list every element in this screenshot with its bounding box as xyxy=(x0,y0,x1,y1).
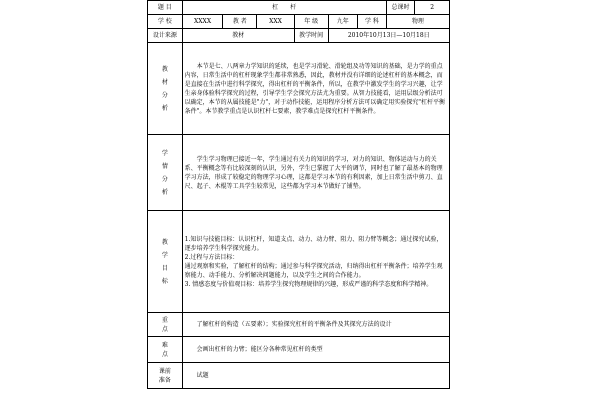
objectives-content xyxy=(182,211,449,313)
source-value: 教材 xyxy=(182,29,294,43)
subject-label: 学 科 xyxy=(358,15,387,29)
topic-label: 题 目 xyxy=(148,1,183,15)
school-label: 学 校 xyxy=(148,15,183,29)
lesson-plan-document xyxy=(147,0,450,400)
difficulty-content: 会画出杠杆的力臂；能区分各种常见杠杆的类型 xyxy=(182,337,449,363)
student-analysis-label: 学 情 分 析 xyxy=(148,135,183,211)
subject-value: 物理 xyxy=(386,15,449,29)
info-row xyxy=(148,15,450,29)
time-label: 教学时间 xyxy=(294,29,328,43)
time-value: 2010年10月13日—10月18日 xyxy=(328,29,449,43)
preparation-row xyxy=(148,363,450,389)
key-point-row xyxy=(148,313,450,337)
objectives-row xyxy=(148,211,450,313)
student-analysis-paragraph: 学生学习物理已接近一年，学生通过有关力的知识的学习，对力的知识、物体运动与力的关系、平衡概念等有比较深刻的认识，另外，学生已掌握了大平的调节，同时也了解了最基本的物理学习方法，形成了较稳定的物理学习心理，这都是学习本节的有利因素，加上日常生活中剪刀、直尺、起子、木棍等工具学生较常见，这些都为学习本节做好了铺垫。 xyxy=(184,155,443,190)
objective-line: 3. 情感态度与价值观目标：培养学生探究物理规律的兴趣，形成严谨的科学态度和科学精神。 xyxy=(184,280,433,288)
topic-value: 杠 杆 xyxy=(182,1,386,15)
preparation-label: 课前 准备 xyxy=(148,363,183,389)
objective-line: 1.知识与技能目标：认识杠杆，知道支点、动力、动力臂、阻力、阻力臂等概念；通过探究试验，逐步培养学生科学探究能力。 xyxy=(184,235,443,252)
preparation-content: 试题 xyxy=(182,363,449,389)
hours-label: 总课时 xyxy=(386,1,415,15)
objectives-label: 教 学 目 标 xyxy=(148,211,183,313)
grade-value: 九年 xyxy=(328,15,358,29)
difficulty-label: 难 点 xyxy=(148,337,183,363)
difficulty-row xyxy=(148,337,450,363)
key-point-content: 了解杠杆的构造（五要素）；实验探究杠杆的平衡条件及其探究方法的设计 xyxy=(182,313,449,337)
hours-value: 2 xyxy=(415,1,450,15)
key-point-label: 重 点 xyxy=(148,313,183,337)
header-row xyxy=(148,1,450,15)
student-analysis-row xyxy=(148,135,450,211)
grade-label: 年 级 xyxy=(294,15,328,29)
textbook-analysis-row xyxy=(148,43,450,135)
student-analysis-content xyxy=(182,135,449,211)
objective-line: 通过观察和实验，了解杠杆的结构；通过参与科学探究活动，归纳得出杠杆平衡条件；培养学生观察能力、动手能力、分析解决问题能力，以及学生之间的合作能力。 xyxy=(184,262,443,279)
textbook-analysis-content xyxy=(182,43,449,135)
source-row xyxy=(148,29,450,43)
teacher-label: 教 者 xyxy=(223,15,257,29)
textbook-analysis-paragraph: 本节是七、八两章力学知识的延续，也是学习滑轮、滑轮组及功等知识的基础，是力学的重点内容，日常生活中的杠杆现象学生都非常熟悉，因此，教材并没有详细的论述杠杆的基本概念，而是直接在生活中进行科学探究，得出杠杆的平衡条件，所以，在教学中激发学生的学习兴趣，让学生亲身体验科学探究的过程，引导学生学会探究方法尤为重要。从智力技能看，运用层级分析法可以确定，本节的从属技能是"力"，对于动作技能，运用程序分析方法可以确定用实验探究"杠杆平衡条件"。本节教学重点是认识杠杆七要素，教学难点是探究杠杆平衡条件。 xyxy=(184,62,445,115)
school-value: XXXX xyxy=(182,15,223,29)
objective-line: 2.过程与方法目标： xyxy=(184,253,239,261)
lesson-plan-table xyxy=(147,0,450,389)
textbook-analysis-label: 教 材 分 析 xyxy=(148,43,183,135)
teacher-value: XXX xyxy=(257,15,295,29)
source-label: 设计来源 xyxy=(148,29,183,43)
